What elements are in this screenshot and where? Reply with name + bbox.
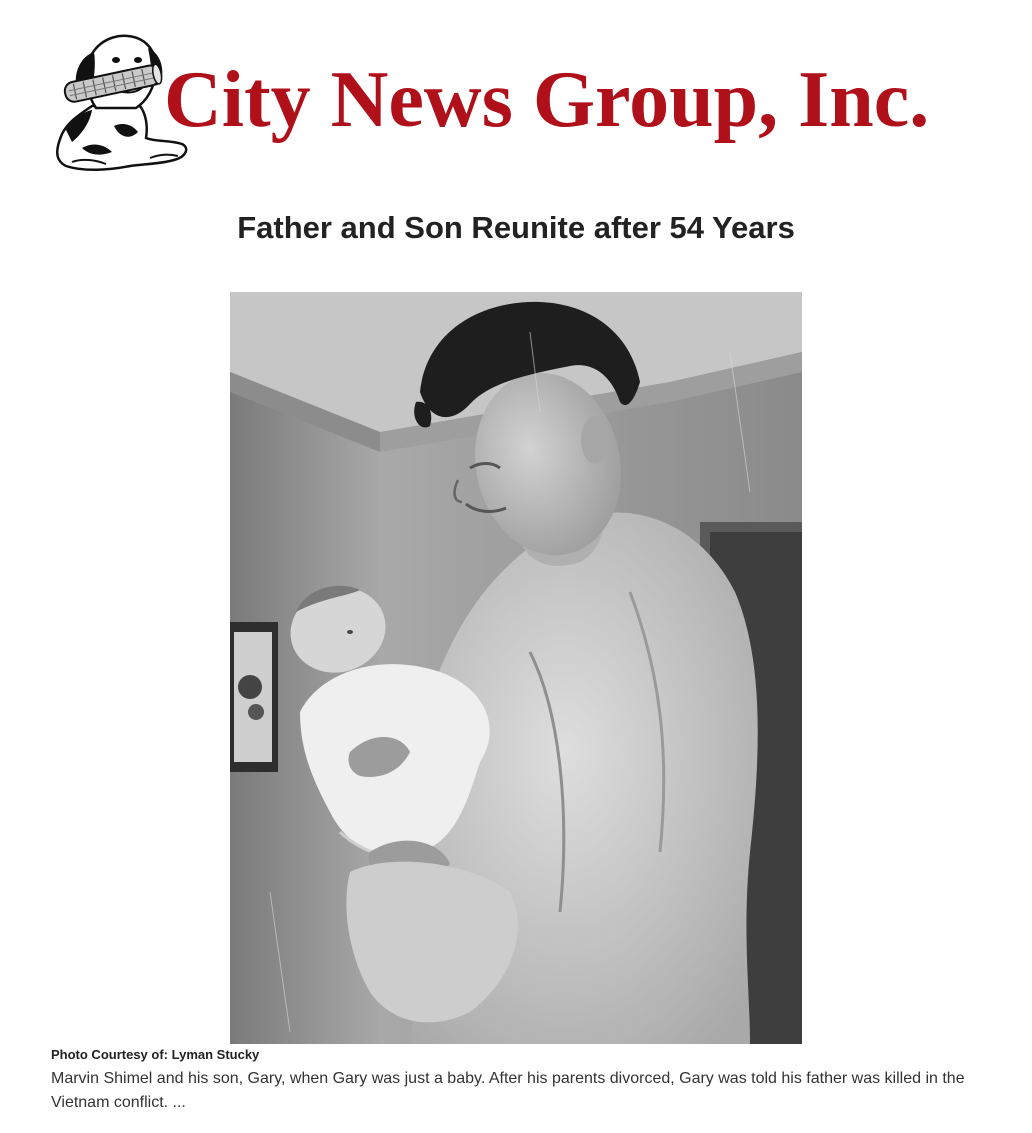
photo-credit-prefix: Photo Courtesy of:: [51, 1047, 168, 1062]
article-caption: Marvin Shimel and his son, Gary, when Gary was just a baby. After his parents divorced, Gary was told his father was killed in the Vietnam conflict. ...: [51, 1070, 965, 1111]
masthead: [52, 28, 972, 178]
photo-credit-name: Lyman Stucky: [171, 1047, 260, 1062]
brand-name[interactable]: City News Group, Inc.: [164, 56, 930, 144]
article-photo[interactable]: [230, 292, 802, 1044]
black-and-white-photo-father-holding-baby: [230, 292, 802, 1044]
photo-credit: [51, 1046, 259, 1064]
article-headline: Father and Son Reunite after 54 Years: [237, 210, 795, 245]
